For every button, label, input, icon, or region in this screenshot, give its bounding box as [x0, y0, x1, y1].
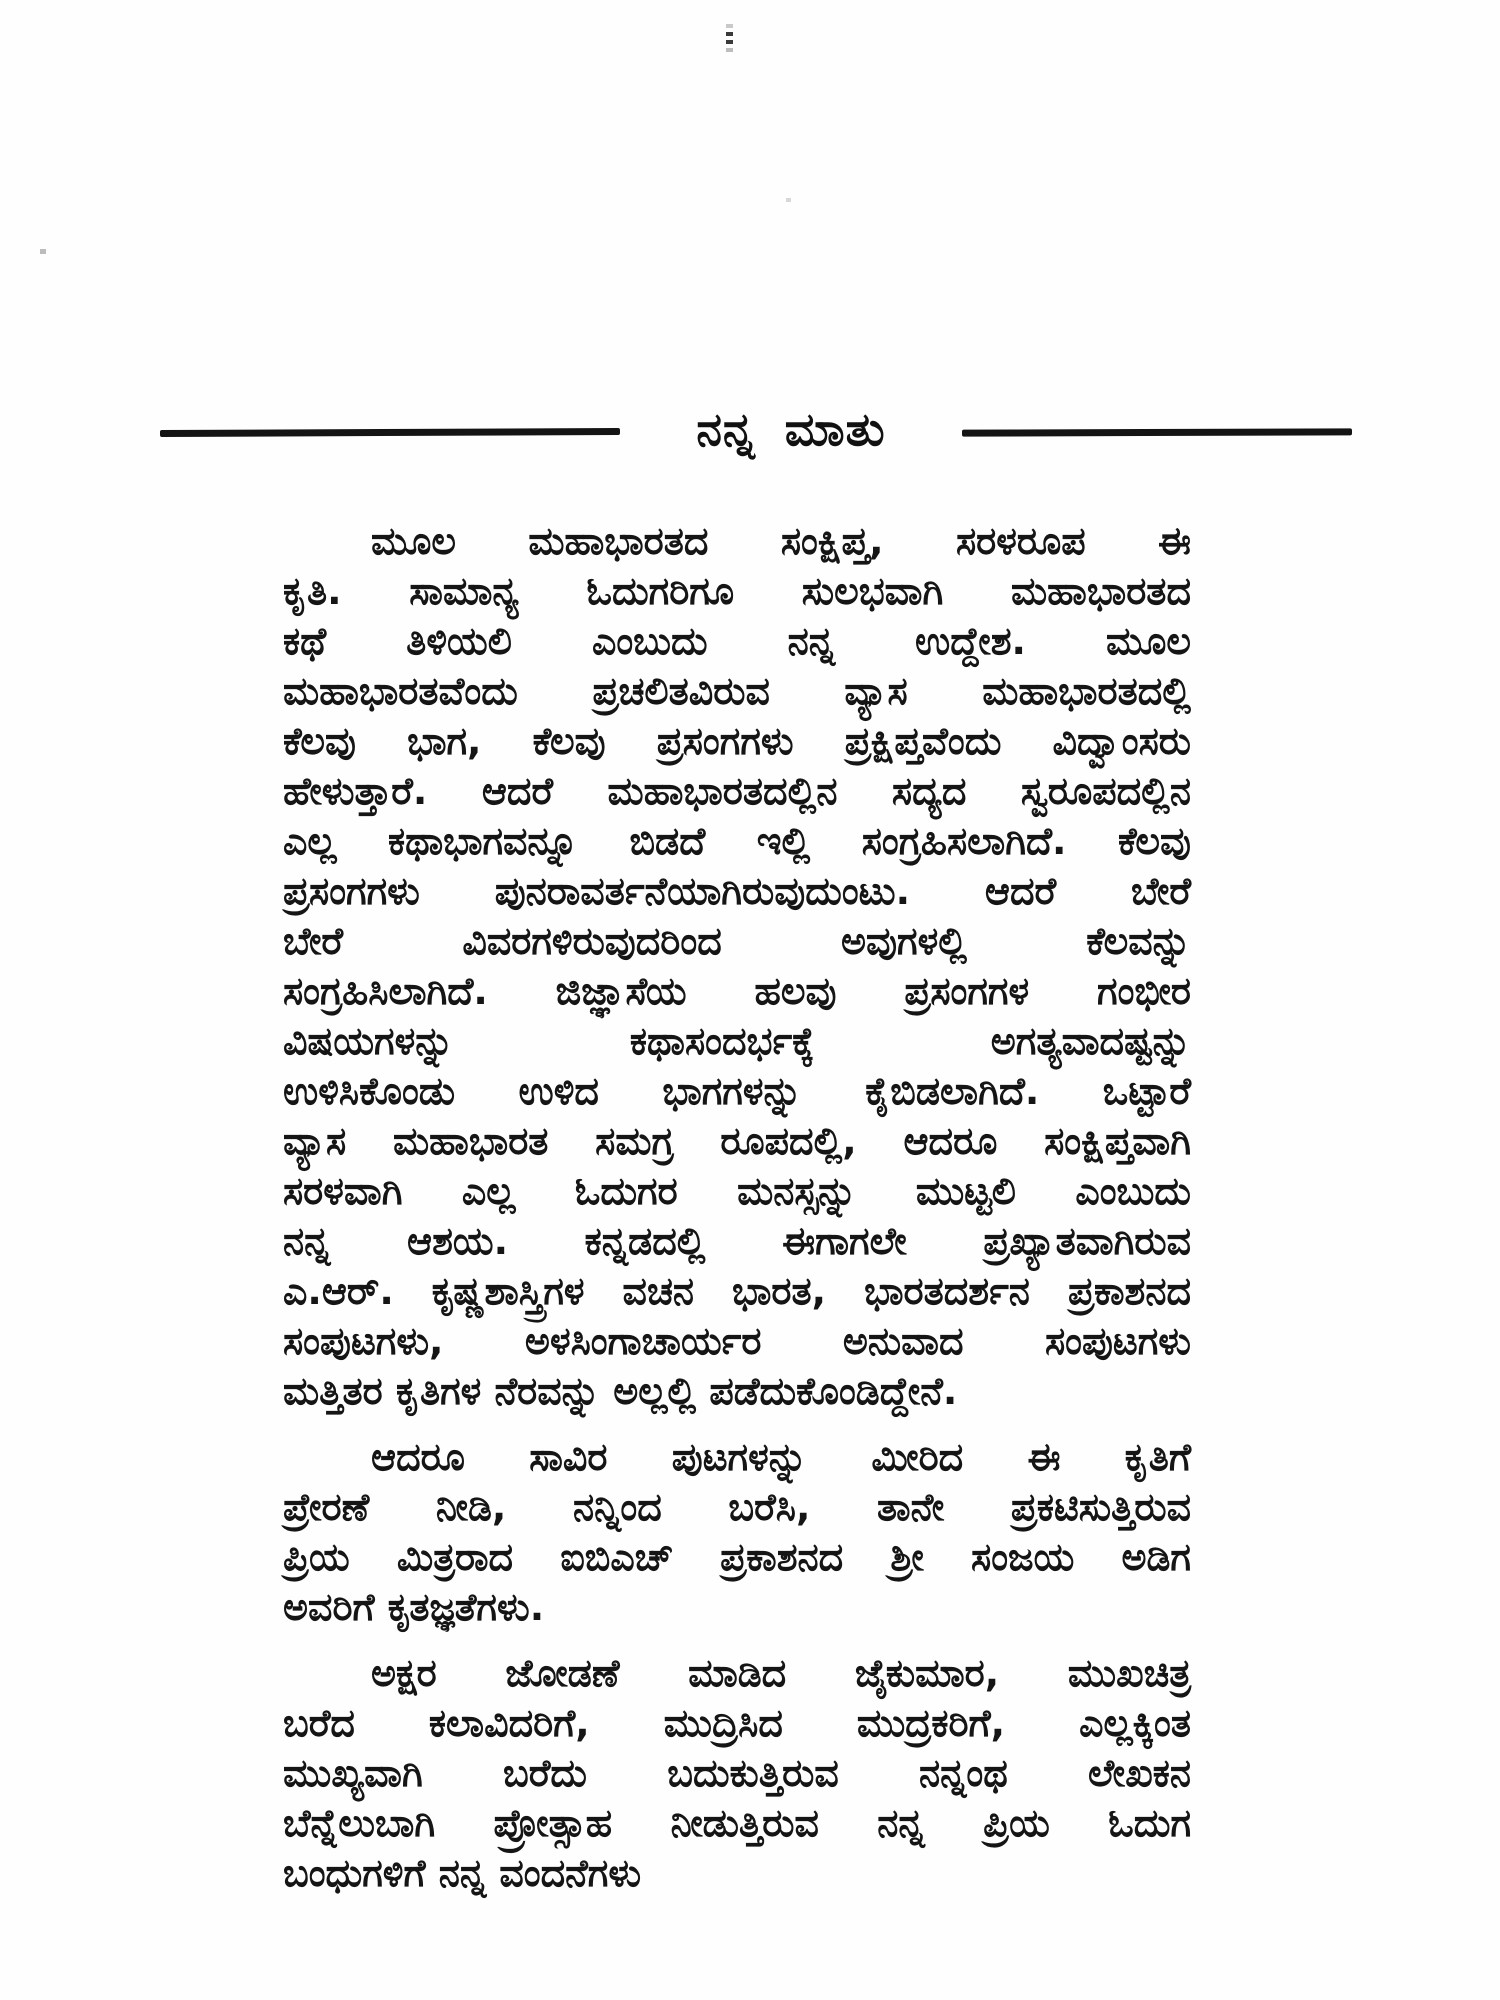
- page-title: ನನ್ನ ಮಾತು: [696, 402, 886, 456]
- title-rule-right: [962, 428, 1352, 436]
- scan-artifact-dots: [726, 24, 733, 56]
- text-line: ಸರಳವಾಗಿ ಎಲ್ಲ ಓದುಗರ ಮನಸ್ಸನ್ನು ಮುಟ್ಟಲಿ ಎಂಬುದು: [283, 1169, 1191, 1213]
- text-line: ಹೇಳುತ್ತಾರೆ. ಆದರೆ ಮಹಾಭಾರತದಲ್ಲಿನ ಸದ್ಯದ ಸ್ವರೂಪದಲ್ಲಿನ: [283, 769, 1191, 813]
- text-line: ಆದರೂ ಸಾವಿರ ಪುಟಗಳನ್ನು ಮೀರಿದ ಈ ಕೃತಿಗೆ: [371, 1435, 1191, 1479]
- text-line: ಬೇರೆ ವಿವರಗಳಿರುವುದರಿಂದ ಅವುಗಳಲ್ಲಿ ಕೆಲವನ್ನು: [283, 919, 1191, 963]
- text-line: ಪ್ರೇರಣೆ ನೀಡಿ, ನನ್ನಿಂದ ಬರೆಸಿ, ತಾನೇ ಪ್ರಕಟಿಸುತ್ತಿರುವ: [283, 1485, 1191, 1529]
- text-line: ಬೆನ್ನೆಲುಬಾಗಿ ಪ್ರೋತ್ಸಾಹ ನೀಡುತ್ತಿರುವ ನನ್ನ ಪ್ರಿಯ ಓದುಗ: [283, 1801, 1191, 1845]
- text-line: ಅಕ್ಷರ ಜೋಡಣೆ ಮಾಡಿದ ಜೈಕುಮಾರ, ಮುಖಚಿತ್ರ: [371, 1651, 1191, 1695]
- text-line: ಮತ್ತಿತರ ಕೃತಿಗಳ ನೆರವನ್ನು ಅಲ್ಲಲ್ಲಿ ಪಡೆದುಕೊಂಡಿದ್ದೇನೆ.: [283, 1369, 958, 1413]
- text-line: ಪ್ರಿಯ ಮಿತ್ರರಾದ ಐಬಿಎಚ್ ಪ್ರಕಾಶನದ ಶ್ರೀ ಸಂಜಯ ಅಡಿಗ: [283, 1535, 1191, 1579]
- title-rule-left: [160, 427, 620, 436]
- text-line: ಮಹಾಭಾರತವೆಂದು ಪ್ರಚಲಿತವಿರುವ ವ್ಯಾಸ ಮಹಾಭಾರತದಲ್ಲಿ: [283, 669, 1191, 713]
- body-text: [283, 516, 1191, 1914]
- text-line: ಅವರಿಗೆ ಕೃತಜ್ಞತೆಗಳು.: [283, 1585, 545, 1629]
- text-line: ಸಂಪುಟಗಳು, ಅಳಸಿಂಗಾಚಾರ್ಯರ ಅನುವಾದ ಸಂಪುಟಗಳು: [283, 1319, 1191, 1363]
- paragraph-2: [283, 1432, 1191, 1632]
- text-line: ವ್ಯಾಸ ಮಹಾಭಾರತ ಸಮಗ್ರ ರೂಪದಲ್ಲಿ, ಆದರೂ ಸಂಕ್ಷಿಪ್ತವಾಗಿ: [283, 1119, 1191, 1163]
- text-line: ಪ್ರಸಂಗಗಳು ಪುನರಾವರ್ತನೆಯಾಗಿರುವುದುಂಟು. ಆದರೆ ಬೇರೆ: [283, 869, 1191, 913]
- text-line: ಸಂಗ್ರಹಿಸಿಲಾಗಿದೆ. ಜಿಜ್ಞಾಸೆಯ ಹಲವು ಪ್ರಸಂಗಗಳ ಗಂಭೀರ: [283, 969, 1191, 1013]
- paragraph-3: [283, 1648, 1191, 1898]
- text-line: ಉಳಿಸಿಕೊಂಡು ಉಳಿದ ಭಾಗಗಳನ್ನು ಕೈಬಿಡಲಾಗಿದೆ. ಒಟ್ಟಾರೆ: [283, 1069, 1191, 1113]
- scan-speck: [786, 198, 791, 202]
- text-line: ಮೂಲ ಮಹಾಭಾರತದ ಸಂಕ್ಷಿಪ್ತ, ಸರಳರೂಪ ಈ: [371, 519, 1191, 563]
- text-line: ಕೃತಿ. ಸಾಮಾನ್ಯ ಓದುಗರಿಗೂ ಸುಲಭವಾಗಿ ಮಹಾಭಾರತದ: [283, 569, 1191, 613]
- text-line: ವಿಷಯಗಳನ್ನು ಕಥಾಸಂದರ್ಭಕ್ಕೆ ಅಗತ್ಯವಾದಷ್ಟನ್ನು: [283, 1019, 1191, 1063]
- text-line: ಎ.ಆರ್. ಕೃಷ್ಣಶಾಸ್ತ್ರಿಗಳ ವಚನ ಭಾರತ, ಭಾರತದರ್ಶನ ಪ್ರಕಾಶನದ: [283, 1269, 1191, 1313]
- text-line: ಬಂಧುಗಳಿಗೆ ನನ್ನ ವಂದನೆಗಳು: [283, 1851, 642, 1895]
- text-line: ಕೆಲವು ಭಾಗ, ಕೆಲವು ಪ್ರಸಂಗಗಳು ಪ್ರಕ್ಷಿಪ್ತವೆಂದು ವಿದ್ವಾಂಸರು: [283, 719, 1191, 763]
- text-line: ಎಲ್ಲ ಕಥಾಭಾಗವನ್ನೂ ಬಿಡದೆ ಇಲ್ಲಿ ಸಂಗ್ರಹಿಸಲಾಗಿದೆ. ಕೆಲವು: [283, 819, 1191, 863]
- text-line: ಬರೆದ ಕಲಾವಿದರಿಗೆ, ಮುದ್ರಿಸಿದ ಮುದ್ರಕರಿಗೆ, ಎಲ್ಲಕ್ಕಿಂತ: [283, 1701, 1191, 1745]
- text-line: ಕಥೆ ತಿಳಿಯಲಿ ಎಂಬುದು ನನ್ನ ಉದ್ದೇಶ. ಮೂಲ: [283, 619, 1191, 663]
- text-line: ನನ್ನ ಆಶಯ. ಕನ್ನಡದಲ್ಲಿ ಈಗಾಗಲೇ ಪ್ರಖ್ಯಾತವಾಗಿರುವ: [283, 1219, 1191, 1263]
- scan-speck: [40, 249, 46, 254]
- text-line: ಮುಖ್ಯವಾಗಿ ಬರೆದು ಬದುಕುತ್ತಿರುವ ನನ್ನಂಥ ಲೇಖಕನ: [283, 1751, 1191, 1795]
- chapter-title-band: [160, 404, 1352, 460]
- paragraph-1: [283, 516, 1191, 1416]
